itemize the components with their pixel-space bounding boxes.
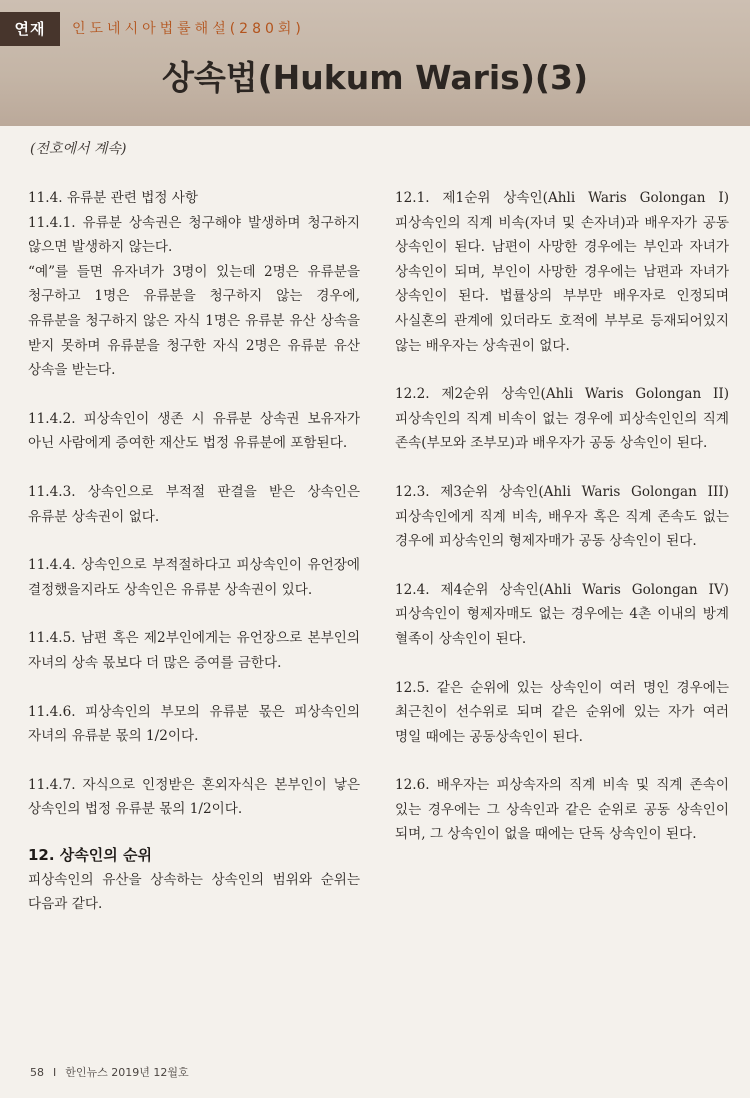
page-footer [30,1064,189,1080]
page-number: 58 [30,1066,44,1079]
footer-separator: I [53,1066,57,1079]
paragraph-11-4: 11.4. 유류분 관련 법정 사항 [28,190,199,206]
paragraph-11-4-5: 11.4.5. 남편 혹은 제2부인에게는 유언장으로 본부인의 자녀의 상속 몫보다 더 많은 증여를 금한다. [28,630,360,671]
paragraph-11-4-4: 11.4.4. 상속인으로 부적절하다고 피상속인이 유언장에 결정했을지라도 상속인은 유류분 상속권이 있다. [28,557,360,598]
header-band [0,0,750,126]
publication-name: 한인뉴스 2019년 12월호 [65,1066,189,1079]
left-column [28,186,360,917]
paragraph-11-4-6: 11.4.6. 피상속인의 부모의 유류분 몫은 피상속인의 자녀의 유류분 몫의 1/2이다. [28,703,360,745]
paragraph-12-6: 12.6. 배우자는 피상속자의 직계 비속 및 직계 존속이 있는 경우에는 그 상속인과 같은 순위로 공동 상속인이 되며, 그 상속인이 없을 때에는 단독 상속인이 된다. [395,777,729,843]
series-tag: 연재 [0,12,60,46]
paragraph-example: “예”를 들면 유자녀가 3명이 있는데 2명은 유류분을 청구하고 1명은 유류분을 청구하지 않는 경우에, 유류분을 청구하지 않은 자식 1명은 유류분 유산 상속을 받지 못하며 유류분을 청구한 자식 2명은 유류분 유산 상속을 받는다. [28,263,360,379]
section-12-heading: 12. 상속인의 순위 [28,845,152,864]
paragraph-11-4-3: 11.4.3. 상속인으로 부적절 판결을 받은 상속인은 유류분 상속권이 없다. [28,483,360,525]
paragraph-12-5: 12.5. 같은 순위에 있는 상속인이 여러 명인 경우에는 최근친이 선수위로 되며 같은 순위에 있는 자가 여러 명일 때에는 공동상속인이 된다. [395,679,729,745]
series-title: 인도네시아법률해설(280회) [72,21,305,37]
paragraph-11-4-1: 11.4.1. 유류분 상속권은 청구해야 발생하며 청구하지 않으면 발생하지 않는다. [28,214,360,256]
section-12-intro: 피상속인의 유산을 상속하는 상속인의 범위와 순위는 다음과 같다. [28,871,360,913]
paragraph-11-4-7: 11.4.7. 자식으로 인정받은 혼외자식은 본부인이 낳은 상속인의 법정 유류분 몫의 1/2이다. [28,776,360,818]
paragraph-12-2: 12.2. 제2순위 상속인(Ahli Waris Golongan II) 피상속인의 직계 비속이 없는 경우에 피상속인인의 직계 존속(부모와 조부모)과 배우자가 공동 상속인이 된다. [395,386,729,452]
paragraph-12-1: 12.1. 제1순위 상속인(Ahli Waris Golongan I) 피상속인의 직계 비속(자녀 및 손자녀)과 배우자가 공동 상속인이 된다. 남편이 사망한 경우에는 부인과 자녀가 상속인이 되며, 부인이 사망한 경우에는 남편과 자녀가 상속인이 된다. 법률상의 부부만 배우자로 인정되며 사실혼의 관계에 있더라도 호적에 부부로 등재되어있지 않는 배우자는 상속권이 없다. [395,190,729,354]
right-column [395,186,729,847]
paragraph-12-3: 12.3. 제3순위 상속인(Ahli Waris Golongan III) 피상속인에게 직계 비속, 배우자 혹은 직계 존속도 없는 경우에 피상속인의 형제자매가 공동 상속인이 된다. [395,483,729,550]
paragraph-12-4: 12.4. 제4순위 상속인(Ahli Waris Golongan IV) 피상속인이 형제자매도 없는 경우에는 4촌 이내의 방계 혈족이 상속인이 된다. [395,581,729,647]
paragraph-11-4-2: 11.4.2. 피상속인이 생존 시 유류분 상속권 보유자가 아닌 사람에게 증여한 재산도 법정 유류분에 포함된다. [28,410,360,452]
page-title: 상속법(Hukum Waris)(3) [161,58,589,97]
continued-note: (전호에서 계속) [30,141,127,157]
